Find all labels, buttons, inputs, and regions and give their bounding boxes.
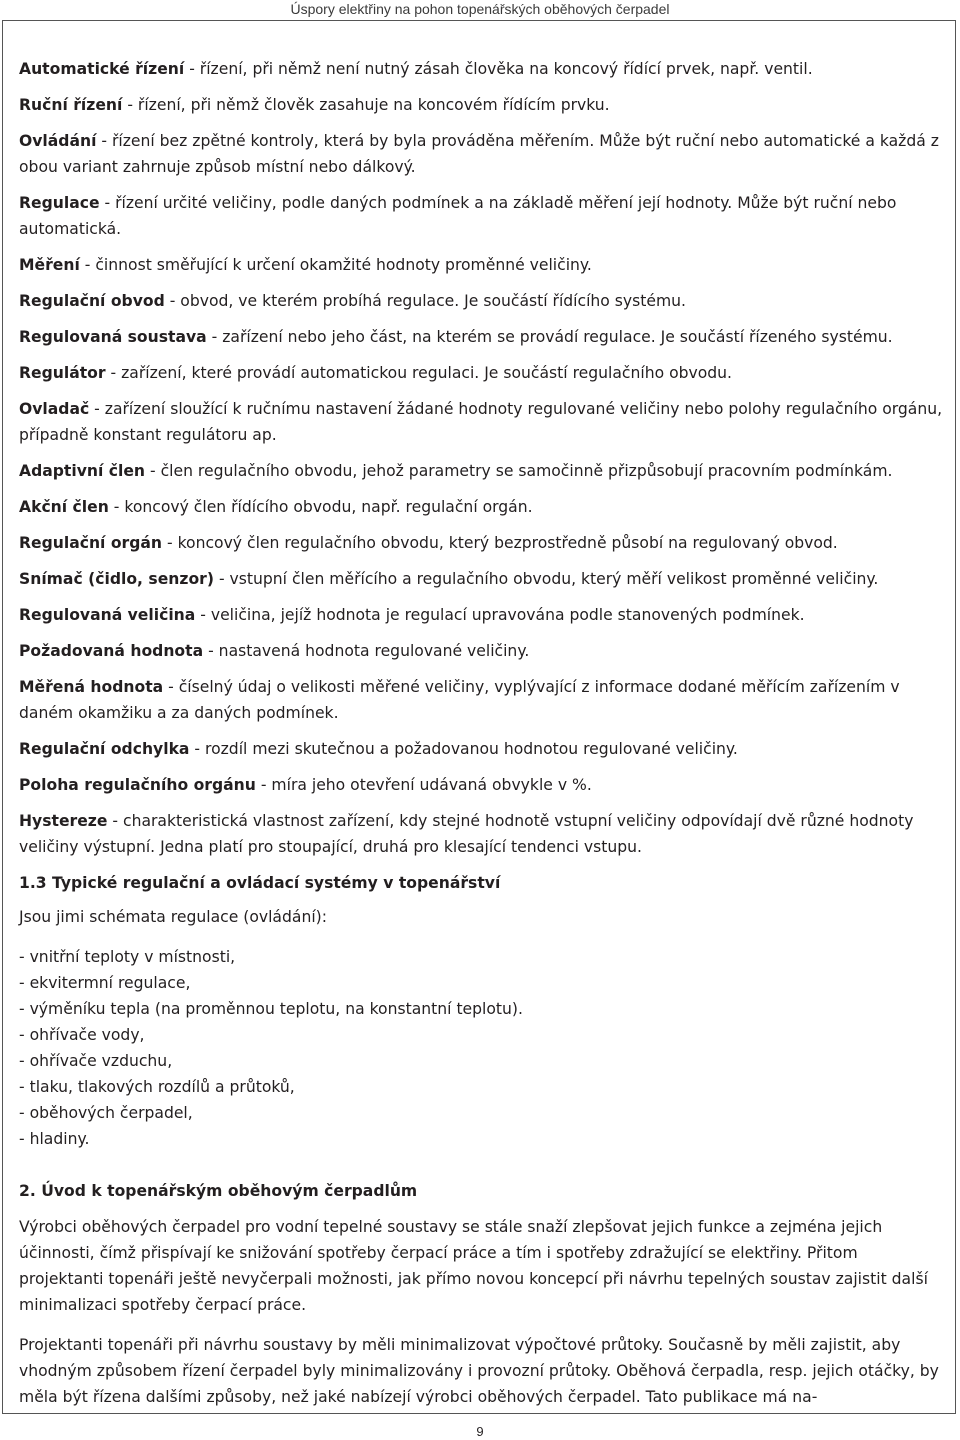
list-item: - ohřívače vody, bbox=[19, 1026, 145, 1044]
section-1-3 bbox=[19, 870, 944, 1152]
definition-entry bbox=[19, 92, 944, 118]
definition-entry bbox=[19, 252, 944, 278]
list-item: - tlaku, tlakových rozdílů a průtoků, bbox=[19, 1078, 295, 1096]
list-item: - ohřívače vzduchu, bbox=[19, 1052, 173, 1070]
definition-text: - koncový člen řídícího obvodu, např. regulační orgán. bbox=[108, 498, 533, 516]
definition-term: Snímač (čidlo, senzor) bbox=[19, 570, 214, 588]
definition-entry bbox=[19, 602, 944, 628]
definition-entry bbox=[19, 772, 944, 798]
page-content bbox=[19, 56, 944, 1420]
definition-term: Hystereze bbox=[19, 812, 108, 830]
definition-text: - rozdíl mezi skutečnou a požadovanou hodnotou regulované veličiny. bbox=[189, 740, 738, 758]
definition-entry bbox=[19, 190, 944, 242]
section-2 bbox=[19, 1178, 944, 1410]
section-heading: 1.3 Typické regulační a ovládací systémy v topenářství bbox=[19, 874, 501, 892]
definition-text: - zařízení nebo jeho část, na kterém se provádí regulace. Je součástí řízeného systému. bbox=[206, 328, 893, 346]
definition-entry bbox=[19, 458, 944, 484]
paragraph: Výrobci oběhových čerpadel pro vodní tepelné soustavy se stále snaží zlepšovat jejich funkce a zejména jejich účinnosti, čímž přispívají ke snižování spotřeby čerpací práce a tím i spotřeby zdražující se elektřiny. Přitom projektanti topenáři ještě nevyčerpali možnosti, jak přímo novou koncepcí při návrhu tepelných soustav zajistit další minimalizaci spotřeby čerpací práce. bbox=[19, 1218, 928, 1314]
definition-entry bbox=[19, 736, 944, 762]
definition-term: Regulační odchylka bbox=[19, 740, 190, 758]
definition-text: - míra jeho otevření udávaná obvykle v %. bbox=[255, 776, 592, 794]
list-item: - vnitřní teploty v místnosti, bbox=[19, 948, 236, 966]
definition-entry bbox=[19, 566, 944, 592]
definitions-list bbox=[19, 56, 944, 860]
definition-entry bbox=[19, 396, 944, 448]
definition-text: - řízení, při němž není nutný zásah člověka na koncový řídící prvek, např. ventil. bbox=[184, 60, 813, 78]
definition-entry bbox=[19, 360, 944, 386]
bullet-list bbox=[19, 944, 944, 1152]
definition-text: - činnost směřující k určení okamžité hodnoty proměnné veličiny. bbox=[79, 256, 592, 274]
definition-text: - vstupní člen měřícího a regulačního obvodu, který měří velikost proměnné veličiny. bbox=[213, 570, 879, 588]
definition-term: Ruční řízení bbox=[19, 96, 123, 114]
definition-term: Poloha regulačního orgánu bbox=[19, 776, 256, 794]
definition-text: - řízení bez zpětné kontroly, která by byla prováděna měřením. Může být ruční nebo automatické a každá z obou variant zahrnuje způsob místní nebo dálkový. bbox=[19, 132, 939, 176]
list-item: - ekvitermní regulace, bbox=[19, 974, 191, 992]
definition-term: Regulační obvod bbox=[19, 292, 165, 310]
definition-entry bbox=[19, 638, 944, 664]
list-item: - výměníku tepla (na proměnnou teplotu, na konstantní teplotu). bbox=[19, 1000, 523, 1018]
definition-term: Regulovaná soustava bbox=[19, 328, 207, 346]
definition-term: Adaptivní člen bbox=[19, 462, 146, 480]
definition-term: Ovladač bbox=[19, 400, 90, 418]
definition-text: - zařízení, které provádí automatickou regulaci. Je součástí regulačního obvodu. bbox=[105, 364, 733, 382]
section-intro: Jsou jimi schémata regulace (ovládání): bbox=[19, 908, 327, 926]
running-header: Úspory elektřiny na pohon topenářských oběhových čerpadel bbox=[290, 1, 670, 17]
definition-entry bbox=[19, 324, 944, 350]
definition-entry bbox=[19, 288, 944, 314]
definition-term: Regulační orgán bbox=[19, 534, 163, 552]
definition-entry bbox=[19, 674, 944, 726]
definition-term: Regulace bbox=[19, 194, 100, 212]
definition-term: Ovládání bbox=[19, 132, 97, 150]
definition-text: - charakteristická vlastnost zařízení, kdy stejné hodnotě vstupní veličiny odpovídají dvě různé hodnoty veličiny výstupní. Jedna platí pro stoupající, druhá pro klesající tendenci vstupu. bbox=[19, 812, 914, 856]
definition-text: - řízení určité veličiny, podle daných podmínek a na základě měření její hodnoty. Může být ruční nebo automatická. bbox=[19, 194, 897, 238]
page-number: 9 bbox=[476, 1424, 484, 1439]
definition-term: Automatické řízení bbox=[19, 60, 185, 78]
definition-term: Měření bbox=[19, 256, 80, 274]
definition-entry bbox=[19, 128, 944, 180]
definition-text: - koncový člen regulačního obvodu, který bezprostředně působí na regulovaný obvod. bbox=[162, 534, 838, 552]
definition-term: Měřená hodnota bbox=[19, 678, 164, 696]
definition-text: - obvod, ve kterém probíhá regulace. Je součástí řídícího systému. bbox=[164, 292, 687, 310]
list-item: - oběhových čerpadel, bbox=[19, 1104, 193, 1122]
paragraph: Projektanti topenáři při návrhu soustavy by měli minimalizovat výpočtové průtoky. Současně by měli zajistit, aby vhodným způsobem řízení čerpadel byly minimalizovány i provozní průtoky. Oběhová čerpadla, resp. jejich otáčky, by měla být řízena dalšími způsoby, než jaké nabízejí výrobci oběhových čerpadel. Tato publikace má na- bbox=[19, 1336, 939, 1406]
definition-entry bbox=[19, 56, 944, 82]
definition-term: Regulovaná veličina bbox=[19, 606, 196, 624]
definition-text: - řízení, při němž člověk zasahuje na koncovém řídícím prvku. bbox=[122, 96, 610, 114]
section-heading: 2. Úvod k topenářským oběhovým čerpadlům bbox=[19, 1182, 418, 1200]
definition-term: Akční člen bbox=[19, 498, 109, 516]
definition-text: - číselný údaj o velikosti měřené veličiny, vyplývající z informace dodané měřícím zařízením v daném okamžiku a za daných podmínek. bbox=[19, 678, 900, 722]
definition-text: - zařízení sloužící k ručnímu nastavení žádané hodnoty regulované veličiny nebo polohy regulačního orgánu, případně konstant regulátoru ap. bbox=[19, 400, 943, 444]
definition-term: Požadovaná hodnota bbox=[19, 642, 204, 660]
definition-entry bbox=[19, 494, 944, 520]
definition-text: - člen regulačního obvodu, jehož parametry se samočinně přizpůsobují pracovním podmínkám. bbox=[145, 462, 893, 480]
definition-text: - veličina, jejíž hodnota je regulací upravována podle stanovených podmínek. bbox=[195, 606, 805, 624]
list-item: - hladiny. bbox=[19, 1130, 90, 1148]
definition-text: - nastavená hodnota regulované veličiny. bbox=[203, 642, 530, 660]
definition-entry bbox=[19, 808, 944, 860]
definition-term: Regulátor bbox=[19, 364, 106, 382]
definition-entry bbox=[19, 530, 944, 556]
